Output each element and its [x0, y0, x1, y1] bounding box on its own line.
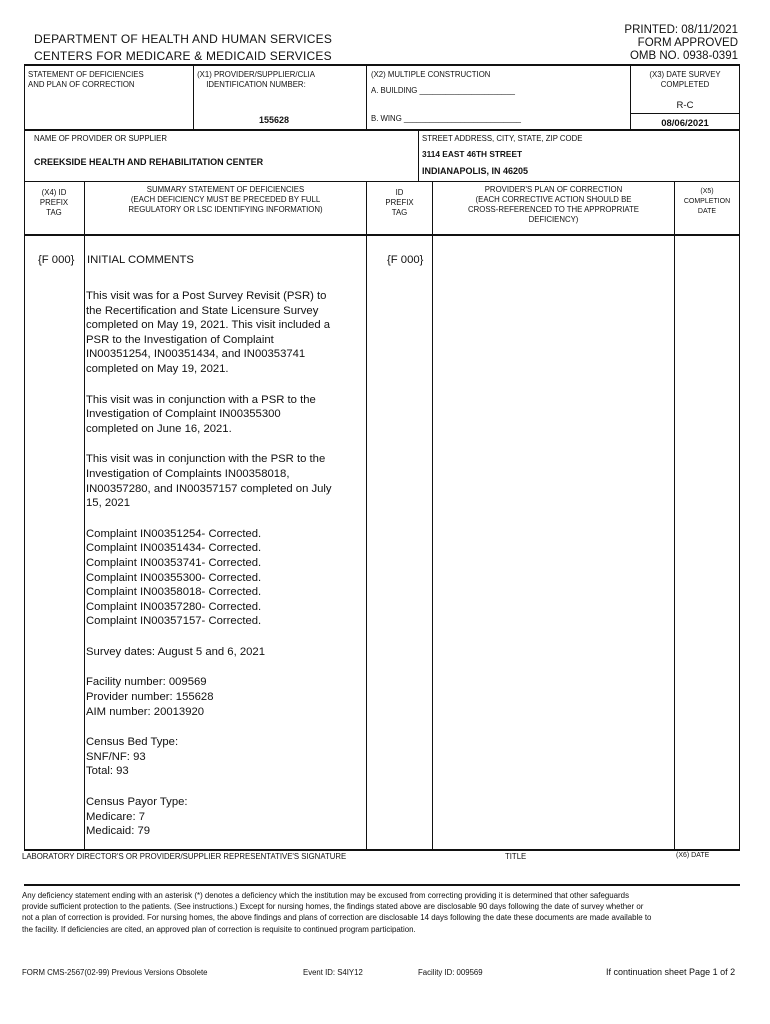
agency-subname: CENTERS FOR MEDICARE & MEDICAID SERVICES [34, 49, 332, 63]
building-label: A. BUILDING ______________________ [371, 86, 515, 95]
paragraph-census-payor: Census Payor Type: Medicare: 7 Medicaid: 79 [86, 796, 188, 838]
paragraph-conjunction-2: This visit was in conjunction with the PSR to the Investigation of Complaints IN00358018, IN00357280, and IN00357157 completed on July 15, 2021 [86, 453, 332, 510]
right-border [739, 64, 740, 850]
signature-label: LABORATORY DIRECTOR'S OR PROVIDER/SUPPLIER REPRESENTATIVE'S SIGNATURE [22, 852, 347, 861]
column-header-bottom-border [24, 234, 740, 236]
x1-value: 155628 [259, 115, 290, 125]
provider-name: CREEKSIDE HEALTH AND REHABILITATION CENTER [34, 157, 264, 167]
divider-x1 [193, 64, 194, 130]
printed-date: PRINTED: 08/11/2021 [624, 24, 738, 36]
signature-bottom-border [24, 884, 740, 886]
facility-id: Facility ID: 009569 [418, 968, 483, 977]
col-header-x4: (X4) ID PREFIX TAG [39, 188, 69, 217]
wing-label: B. WING ___________________________ [371, 114, 521, 123]
agency-name: DEPARTMENT OF HEALTH AND HUMAN SERVICES [34, 32, 333, 46]
x2-label: (X2) MULTIPLE CONSTRUCTION [371, 70, 491, 79]
col-header-plan: PROVIDER'S PLAN OF CORRECTION (EACH CORRECTIVE ACTION SHOULD BE CROSS-REFERENCED TO THE APPROPRIATE DEFICIENCY) [468, 185, 639, 224]
omb-number: OMB NO. 0938-0391 [629, 50, 738, 62]
divider-x2 [366, 64, 367, 130]
provider-bottom-border [24, 181, 740, 182]
divider-x4 [84, 181, 85, 850]
col-header-id: ID PREFIX TAG [385, 188, 414, 217]
city-state-zip: INDIANAPOLIS, IN 46205 [422, 166, 529, 176]
tag-left: {F 000} [38, 254, 75, 266]
x3-label: (X3) DATE SURVEY COMPLETED [649, 70, 721, 89]
x3-code-underline [630, 113, 740, 114]
divider-address [418, 129, 419, 182]
divider-id [432, 181, 433, 850]
statement-label: STATEMENT OF DEFICIENCIES AND PLAN OF CORRECTION [28, 70, 144, 89]
tag-right: {F 000} [387, 254, 424, 266]
disclosure-footnote: Any deficiency statement ending with an asterisk (*) denotes a deficiency which the institution may be excused from correcting providing it is determined that other safeguards provide sufficient protection to the patients. (See instructions.) Except for nursing homes, the findings stated above are disclosable 90 days following the date of survey whether or not a plan of correction is provided. For nursing homes, the above findings and plans of correction are disclosable 14 days following the date these documents are made available to the facility. If deficiencies are cited, an approved plan of correction is requisite to continued program participation. [22, 891, 652, 934]
event-id: Event ID: S4IY12 [303, 968, 363, 977]
entry-body [86, 289, 341, 855]
form-approved: FORM APPROVED [637, 37, 738, 49]
x6-date-label: (X6) DATE [676, 852, 710, 859]
paragraph-survey-dates: Survey dates: August 5 and 6, 2021 [86, 645, 265, 658]
col-header-summary: SUMMARY STATEMENT OF DEFICIENCIES (EACH DEFICIENCY MUST BE PRECEDED BY FULL REGULATORY OR LSC IDENTIFYING INFORMATION) [128, 185, 323, 214]
paragraph-psr: This visit was for a Post Survey Revisit (PSR) to the Recertification and State Licensure Survey completed on May 19, 2021. This visit included a PSR to the Investigation of Complaint IN00351254, IN00351434, and IN00353741 completed on May 19, 2021. [86, 290, 331, 375]
title-label: TITLE [505, 852, 527, 861]
provider-name-label: NAME OF PROVIDER OR SUPPLIER [34, 134, 168, 143]
form-number: FORM CMS-2567(02-99) Previous Versions Obsolete [22, 968, 208, 977]
table-top-border [24, 64, 740, 66]
entry-heading: INITIAL COMMENTS [87, 254, 194, 266]
x3-date: 08/06/2021 [661, 118, 709, 129]
divider-summary [366, 181, 367, 850]
paragraph-conjunction-1: This visit was in conjunction with a PSR to the Investigation of Complaint IN00355300 completed on June 16, 2021. [86, 393, 316, 435]
address-label: STREET ADDRESS, CITY, STATE, ZIP CODE [422, 134, 583, 143]
page-indicator: If continuation sheet Page 1 of 2 [606, 967, 736, 977]
id-block-bottom-border [24, 129, 740, 131]
x1-label: (X1) PROVIDER/SUPPLIER/CLIA IDENTIFICATION NUMBER: [197, 70, 315, 89]
paragraph-census-bed: Census Bed Type: SNF/NF: 93 Total: 93 [86, 736, 179, 778]
divider-plan [674, 181, 675, 850]
paragraph-numbers: Facility number: 009569 Provider number: 155628 AIM number: 20013920 [86, 676, 214, 718]
col-header-x5: (X5) COMPLETION DATE [683, 188, 731, 215]
left-border [24, 64, 25, 850]
paragraph-complaints: Complaint IN00351254- Corrected. Complaint IN00351434- Corrected. Complaint IN00353741- Corrected. Complaint IN00355300- Corrected. Complaint IN00358018- Corrected. Complaint IN00357280- Corrected. Complaint IN00357157- Corrected. [86, 527, 262, 628]
street-address: 3114 EAST 46TH STREET [422, 149, 523, 159]
x3-code: R-C [676, 100, 694, 111]
